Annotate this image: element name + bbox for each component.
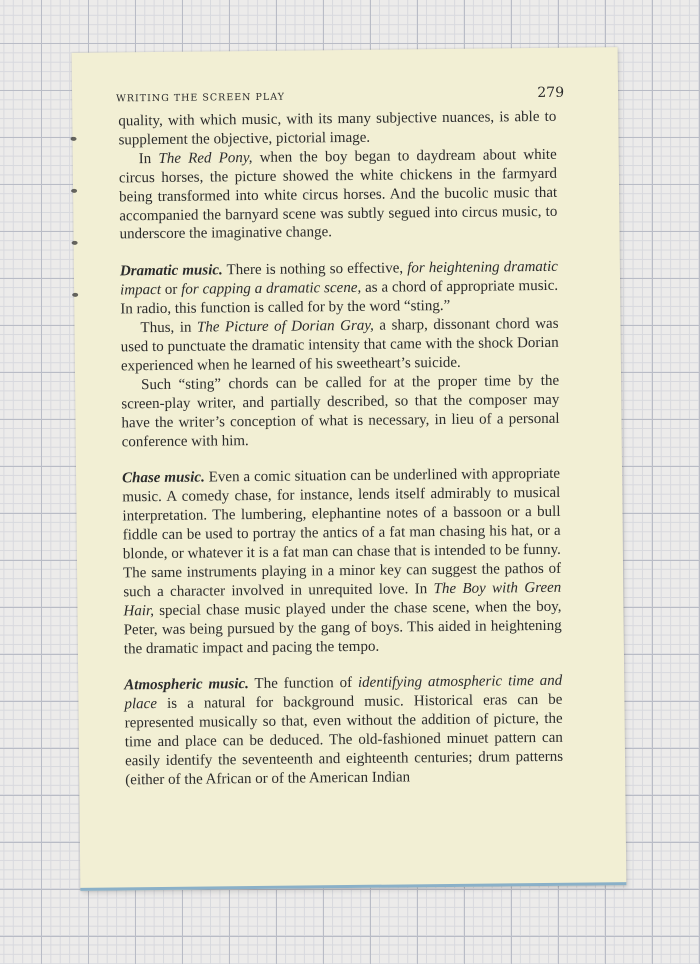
binding-hole (71, 189, 77, 193)
paragraph: Thus, in The Picture of Dorian Gray, a sharp, dissonant chord was used to punctuate the dramatic intensity that came with the shock Dorian experienced when he learned of his sweetheart’s suicide. (120, 315, 559, 375)
binding-hole (71, 137, 77, 141)
page-number: 279 (537, 84, 565, 102)
page-header (116, 85, 564, 106)
paragraph-chase-music: Chase music. Even a comic situation can be underlined with appropriate music. A comedy chase, for instance, lends itself admirably to musical interpretation. The lumbering, elephantine notes of a bassoon or a bull fiddle can be used to portray the antics of a fat man chasing his hat, or a blonde, or whatever it is a fat man can chase that is intended to be funny. The same instruments playing in a minor key can suggest the pathos of such a character involved in unrequited love. In The Boy with Green Hair, special chase music played under the chase scene, when the boy, Peter, was being pursued by the gang of boys. This aided in heightening the dramatic impact and pacing the tempo. (122, 466, 562, 657)
paragraph: In The Red Pony, when the boy began to daydream about white circus horses, the picture showed the white chickens in the farmyard being transformed into white circus horses. And the bucolic music that accompanied the barnyard scene was subtly segued into circus music, to underscore the imaginative change. (118, 146, 558, 243)
section-heading: Chase music. (122, 469, 205, 487)
binding-hole (72, 293, 78, 297)
film-title: The Picture of Dorian Gray, (196, 317, 374, 336)
paragraph: quality, with which music, with its many subjective nuances, is able to supplement the objective, pictorial image. (118, 108, 557, 149)
section-heading: Dramatic music. (119, 262, 223, 280)
film-title: The Red Pony, (158, 149, 253, 167)
paragraph-atmospheric-music: Atmospheric music. The function of identifying atmospheric time and place is a natural for background music. Historical eras can be represented musically so that, even without the addition of picture, the time and place can be deduced. The old-fashioned minuet pattern can easily identify the seventeenth and eighteenth centuries; drum patterns (either of the African or of the American Indian (124, 673, 564, 789)
book-page (72, 47, 627, 891)
running-title: WRITING THE SCREEN PLAY (116, 91, 286, 105)
section-heading: Atmospheric music. (124, 676, 249, 694)
film-title: The Boy with Green Hair, (123, 579, 562, 620)
paragraph: Such “sting” chords can be called for at the proper time by the screen-play writer, and partially described, so that the composer may have the writer’s conception of what is necessary, in lieu of a personal conference with him. (121, 372, 560, 450)
page-body (118, 108, 563, 790)
binding-hole (72, 241, 78, 245)
paragraph-dramatic-music: Dramatic music. There is nothing so effective, for heightening dramatic impact or for capping a dramatic scene, as a chord of appropriate music. In radio, this function is called for by the word “sting.” (119, 259, 559, 318)
